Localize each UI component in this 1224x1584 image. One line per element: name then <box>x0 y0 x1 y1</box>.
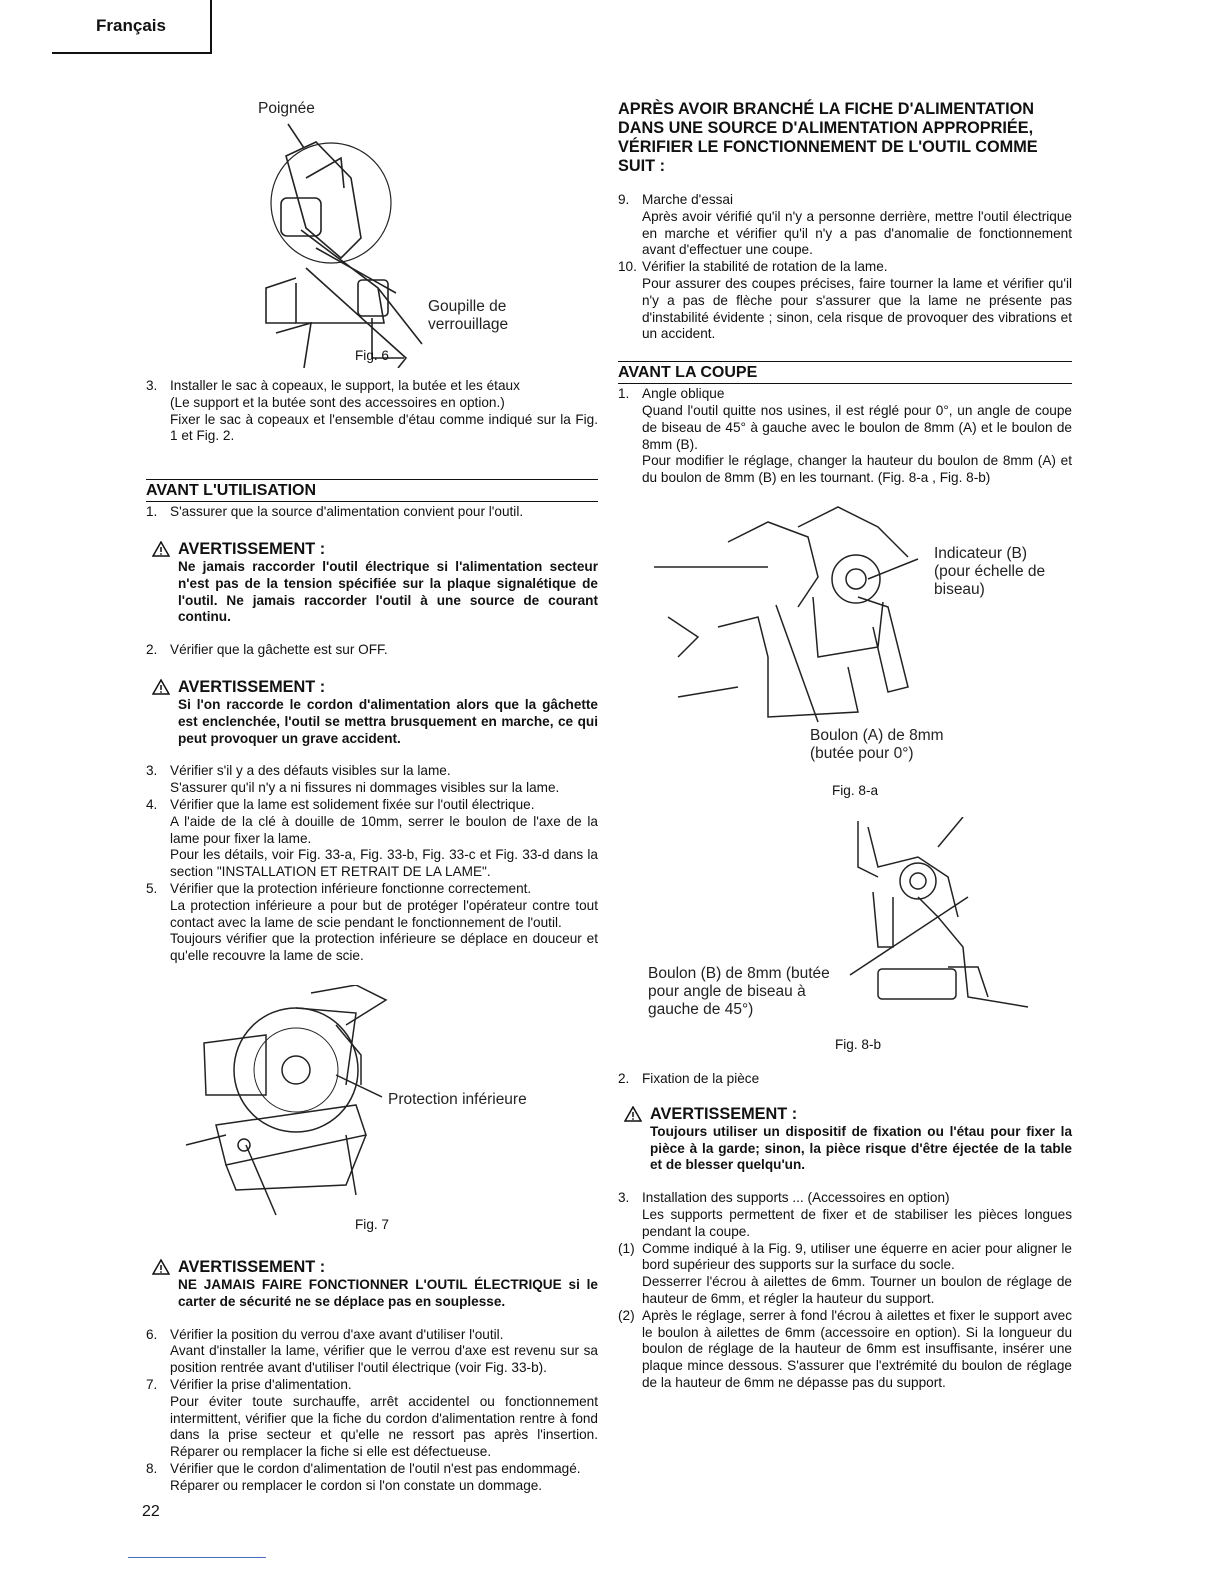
item-number: 2. <box>618 1070 630 1086</box>
item-text: Pour assurer des coupes précises, faire tourner la lame et vérifier qu'il n'y a pas de flèche pour s'assurer que la lame ne présente pas d'instabilité évidente ; sinon, cela risque de provoquer des vibrations et un accident. <box>642 275 1072 342</box>
item-number: 3. <box>146 763 158 779</box>
item-text: Toujours vérifier que la protection inférieure se déplace en douceur et qu'elle recouvre la lame de scie. <box>170 931 598 964</box>
item-number: 8. <box>146 1460 158 1476</box>
warning-title-text: AVERTISSEMENT : <box>178 677 326 696</box>
item-text: Vérifier s'il y a des défauts visibles sur la lame. <box>170 763 451 779</box>
warning-body: NE JAMAIS FAIRE FONCTIONNER L'OUTIL ÉLECTRIQUE si le carter de sécurité ne se déplace pas en souplesse. <box>178 1276 598 1309</box>
item-text: Vérifier que la gâchette est sur OFF. <box>170 642 388 658</box>
fig8b-callout-line2: pour angle de biseau à <box>648 982 806 1000</box>
item-number: 2. <box>146 642 158 658</box>
item-number: 3. <box>618 1190 630 1206</box>
language-tab: Français <box>52 0 212 54</box>
fig8a-caption: Fig. 8-a <box>831 782 879 798</box>
item-text: Pour éviter toute surchauffe, arrêt accidentel ou fonctionnement intermittent, vérifier que la fiche du cordon d'alimentation rentre à fond dans la prise secteur et qu'elle ne ressort pas après l'insertion. Réparer ou remplacer la fiche si elle est défectueuse. <box>170 1393 598 1460</box>
warning-triangle-icon <box>152 679 170 695</box>
fig8b-callout-line1: Boulon (B) de 8mm (butée <box>648 964 830 982</box>
figure-6 <box>146 100 598 370</box>
item-number: 7. <box>146 1376 158 1392</box>
list-item <box>618 1308 1072 1392</box>
list-item <box>618 192 1072 259</box>
list-item <box>146 1377 598 1461</box>
section-heading-before-use: AVANT L'UTILISATION <box>146 479 598 502</box>
item-text: Vérifier la stabilité de rotation de la lame. <box>642 259 888 275</box>
list-item <box>618 1071 1072 1088</box>
item-number: 4. <box>146 796 158 812</box>
warning-box <box>624 1104 1072 1174</box>
fig8b-callout-line3: gauche de 45°) <box>648 1000 754 1018</box>
item-text: Avant d'installer la lame, vérifier que le verrou d'axe est revenu sur sa position rentrée avant d'utiliser l'outil électrique (voir Fig. 33-b). <box>170 1343 598 1376</box>
figure-8b <box>618 817 1072 1067</box>
warning-body: Si l'on raccorde le cordon d'alimentation alors que la gâchette est enclenchée, l'outil se mettra brusquement en marche, ce qui peut provoquer un grave accident. <box>178 696 598 746</box>
item-text: Après le réglage, serrer à fond l'écrou à ailettes et fixer le support avec le boulon à ailettes de 6mm (accessoire en option). Si la longueur du boulon de réglage de la hauteur de 6mm est insuffisante, insérer une plaque mince dessous. S'assurer que l'extrémité du boulon de réglage de la hauteur de 6mm ne dépasse pas du support. <box>642 1307 1072 1390</box>
warning-title <box>624 1104 1072 1124</box>
item-text: Installation des supports ... (Accessoires en option) <box>642 1190 950 1206</box>
item-text: Pour les détails, voir Fig. 33-a, Fig. 33-b, Fig. 33-c et Fig. 33-d dans la section "INSTALLATION ET RETRAIT DE LA LAME". <box>170 847 598 880</box>
figure-7 <box>146 985 598 1245</box>
warning-triangle-icon <box>624 1106 642 1122</box>
item-number: 6. <box>146 1326 158 1342</box>
item-text: Réparer ou remplacer le cordon si l'on constate un dommage. <box>170 1477 543 1493</box>
item-text: S'assurer que la source d'alimentation convient pour l'outil. <box>170 504 524 520</box>
item-text: Pour modifier le réglage, changer la hauteur du boulon de 8mm (A) et du boulon de 8mm (B) en les tournant. (Fig. 8-a , Fig. 8-b) <box>642 453 1072 486</box>
list-item <box>146 763 598 797</box>
list-item <box>146 504 598 521</box>
item-number: 1. <box>618 386 630 402</box>
fig6-callout-handle: Poignée <box>258 100 315 117</box>
warning-title-text: AVERTISSEMENT : <box>650 1104 798 1123</box>
item-text: Quand l'outil quitte nos usines, il est réglé pour 0°, un angle de coupe de biseau de 45° à gauche avec le boulon de 8mm (A) et le boulon de 8mm (B). <box>642 402 1072 452</box>
item-text: Fixation de la pièce <box>642 1070 760 1086</box>
item-text: Marche d'essai <box>642 192 733 207</box>
fig8a-callout-indicator-line1: Indicateur (B) <box>934 544 1028 562</box>
item-number: 3. <box>146 378 158 393</box>
fig7-caption: Fig. 7 <box>355 1216 389 1232</box>
fig8a-illustration <box>618 497 1072 737</box>
item-text: Fixer le sac à copeaux et l'ensemble d'étau comme indiqué sur la Fig. 1 et Fig. 2. <box>170 411 598 444</box>
fig8a-callout-bolt-line1: Boulon (A) de 8mm <box>810 726 944 744</box>
list-item <box>146 1461 598 1495</box>
list-item <box>618 1241 1072 1308</box>
item-text: Desserrer l'écrou à ailettes de 6mm. Tourner un boulon de réglage de hauteur de 6mm, et régler la hauteur du support. <box>642 1274 1072 1306</box>
list-item <box>618 1190 1072 1240</box>
item-text: La protection inférieure a pour but de protéger l'opérateur contre tout contact avec la lame de scie pendant le fonctionnement de l'outil. <box>170 897 598 930</box>
page-number: 22 <box>142 1503 160 1520</box>
fig8a-callout-bolt-line2: (butée pour 0°) <box>810 744 914 762</box>
item-text: Installer le sac à copeaux, le support, la butée et les étaux <box>170 378 520 393</box>
fig6-illustration <box>146 118 598 368</box>
warning-box <box>152 1257 598 1311</box>
list-item <box>146 797 598 881</box>
fig8b-caption: Fig. 8-b <box>834 1036 882 1052</box>
item-text: Angle oblique <box>642 386 725 402</box>
warning-body: Ne jamais raccorder l'outil électrique si l'alimentation secteur n'est pas de la tension spécifiée sur la plaque signalétique de l'outil. Ne jamais raccorder l'outil à une source de courant continu. <box>178 558 598 625</box>
item-number: (1) <box>618 1240 635 1256</box>
warning-title <box>152 1257 598 1277</box>
item-text: Vérifier que le cordon d'alimentation de l'outil n'est pas endommagé. <box>170 1460 581 1476</box>
item-text: Vérifier que la protection inférieure fonctionne correctement. <box>170 880 532 896</box>
list-item <box>618 386 1072 487</box>
fig7-illustration <box>146 985 598 1217</box>
item-text: Comme indiqué à la Fig. 9, utiliser une équerre en acier pour aligner le bord supérieur des supports sur la surface du socle. <box>642 1240 1072 1273</box>
list-item <box>146 1327 598 1377</box>
section-heading-before-cut: AVANT LA COUPE <box>618 361 1072 384</box>
item-text: Après avoir vérifié qu'il n'y a personne derrière, mettre l'outil électrique en marche et vérifier qu'il n'y a pas d'anomalie de fonctionnement avant d'effectuer une coupe. <box>642 208 1072 258</box>
warning-title-text: AVERTISSEMENT : <box>178 539 326 558</box>
fig6-callout-lock-line1: Goupille de <box>428 298 507 315</box>
item-number: 9. <box>618 192 630 207</box>
list-item <box>618 259 1072 343</box>
fig6-caption: Fig. 6 <box>355 348 389 363</box>
item-text: Vérifier que la lame est solidement fixée sur l'outil électrique. <box>170 796 535 812</box>
warning-title <box>152 677 598 697</box>
list-item <box>146 378 598 445</box>
section-heading-after-plug: APRÈS AVOIR BRANCHÉ LA FICHE D'ALIMENTATION DANS UNE SOURCE D'ALIMENTATION APPROPRIÉE, VÉRIFIER LE FONCTIONNEMENT DE L'OUTIL COMME SUIT : <box>618 100 1038 175</box>
item-text: A l'aide de la clé à douille de 10mm, serrer le boulon de l'axe de la lame pour fixer la lame. <box>170 813 598 846</box>
footer-divider <box>128 1557 266 1558</box>
item-number: (2) <box>618 1307 635 1323</box>
item-number: 1. <box>146 504 158 520</box>
warning-triangle-icon <box>152 541 170 557</box>
fig6-callout-lock-line2: verrouillage <box>428 316 509 333</box>
fig8a-callout-indicator-line2: (pour échelle de <box>934 562 1046 580</box>
warning-box <box>152 539 598 626</box>
list-item <box>146 881 598 965</box>
list-item <box>146 642 598 659</box>
figure-8a <box>618 497 1072 817</box>
warning-title <box>152 539 598 559</box>
warning-title-text: AVERTISSEMENT : <box>178 1257 326 1276</box>
warning-body: Toujours utiliser un dispositif de fixation ou l'étau pour fixer la pièce à la garde; sinon, la pièce risque d'être éjectée de la table et de blesser quelqu'un. <box>650 1123 1072 1173</box>
right-column <box>618 100 1072 1392</box>
item-number: 5. <box>146 880 158 896</box>
item-number: 10. <box>618 259 637 275</box>
item-text: (Le support et la butée sont des accessoires en option.) <box>170 394 505 410</box>
fig7-callout: Protection inférieure <box>388 1090 527 1108</box>
fig8a-callout-indicator-line3: biseau) <box>934 580 985 598</box>
item-text: Vérifier la prise d'alimentation. <box>170 1376 352 1392</box>
left-column <box>146 100 598 1494</box>
warning-triangle-icon <box>152 1259 170 1275</box>
item-text: Vérifier la position du verrou d'axe avant d'utiliser l'outil. <box>170 1326 504 1342</box>
warning-box <box>152 677 598 747</box>
item-text: Les supports permettent de fixer et de stabiliser les pièces longues pendant la coupe. <box>642 1206 1072 1239</box>
item-text: S'assurer qu'il n'y a ni fissures ni dommages visibles sur la lame. <box>170 780 560 796</box>
